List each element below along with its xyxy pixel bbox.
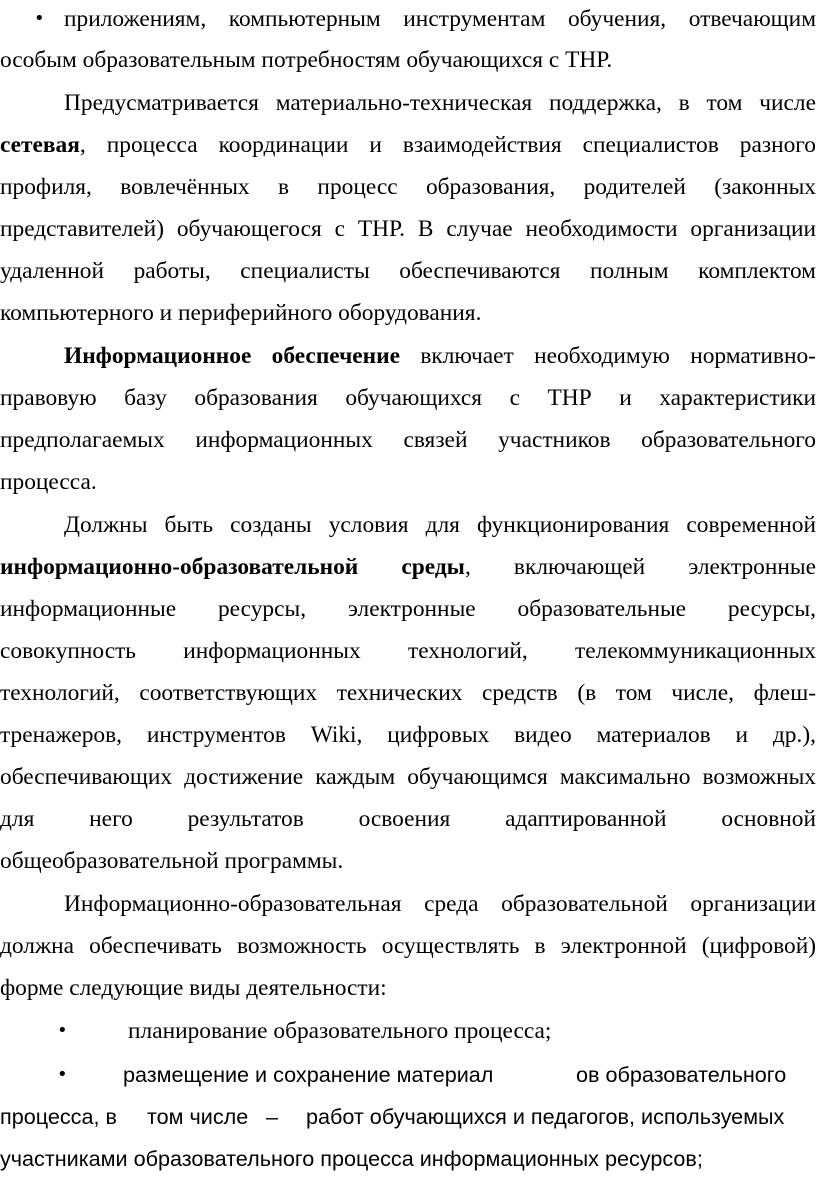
bullet-icon: • [34,8,45,29]
paragraph-line: форме следующие виды деятельности: [0,975,387,1001]
paragraph-line: представителей) обучающегося с ТНР. В случае необходимости организации [0,216,816,242]
paragraph-line [64,341,816,371]
paragraph-line: тренажеров, инструментов Wiki, цифровых видео материалов и др.), [0,722,816,748]
list-item-line: участниками образовательного процесса информационных ресурсов; [0,1146,703,1171]
list-item [0,1060,816,1090]
paragraph-line: Информационно-образовательная среда образовательной организации [64,891,816,917]
paragraph-line: общеобразовательной программы. [0,848,344,874]
paragraph-line: компьютерного и периферийного оборудования. [0,300,482,326]
paragraph-line: профиля, вовлечённых в процесс образования, родителей (законных [0,174,816,200]
bold-term: информационно-образовательной среды [0,554,465,580]
bullet-text: приложениям, компьютерным инструментам обучения, отвечающим [64,6,816,32]
paragraph-line: технологий, соответствующих технических средств (в том числе, флеш- [0,680,816,706]
paragraph-line [0,552,816,582]
paragraph-line: Должны быть созданы условия для функционирования современной [64,512,816,538]
paragraph-line: информационные ресурсы, электронные образовательные ресурсы, [0,596,816,622]
bold-term: сетевая [0,132,80,158]
paragraph-line: правовую базу образования обучающихся с ТНР и характеристики [0,385,816,411]
text-run: работ обучающихся и педагогов, используемых [306,1104,785,1129]
paragraph-line [0,130,816,160]
paragraph-line: особым образовательным потребностям обучающихся с ТНР. [0,47,613,73]
paragraph-line: Предусматривается материально-техническая поддержка, в том числе [64,90,816,116]
paragraph-line: процесса. [0,469,97,495]
bullet-text: планирование образовательного процесса; [128,1018,552,1044]
text-run: включает необходимую нормативно- [400,343,816,369]
text-run: , процесса координации и взаимодействия специалистов разного [79,132,816,158]
bold-term: Информационное обеспечение [64,343,400,369]
paragraph-line: должна обеспечивать возможность осуществлять в электронной (цифровой) [0,933,816,959]
bullet-text: ов образовательного [576,1062,787,1087]
paragraph-line: обеспечивающих достижение каждым обучающимся максимально возможных [0,764,816,790]
bullet-icon: • [57,1064,68,1085]
text-run: том числе [147,1104,249,1129]
bullet-icon: • [57,1020,68,1041]
paragraph-line: удаленной работы, специалисты обеспечиваются полным комплектом [0,258,816,284]
bullet-text: размещение и сохранение материал [123,1062,494,1087]
paragraph-line: для него результатов освоения адаптированной основной [0,806,816,832]
list-item-line [0,1102,816,1132]
text-run: процесса, в [0,1104,117,1129]
list-item [0,1016,816,1046]
text-run: , включающей электронные [464,554,816,580]
paragraph-line: предполагаемых информационных связей участников образовательного [0,427,816,453]
text-run: – [266,1104,279,1129]
paragraph-line: совокупность информационных технологий, телекоммуникационных [0,638,816,664]
paragraph-line [0,4,816,34]
